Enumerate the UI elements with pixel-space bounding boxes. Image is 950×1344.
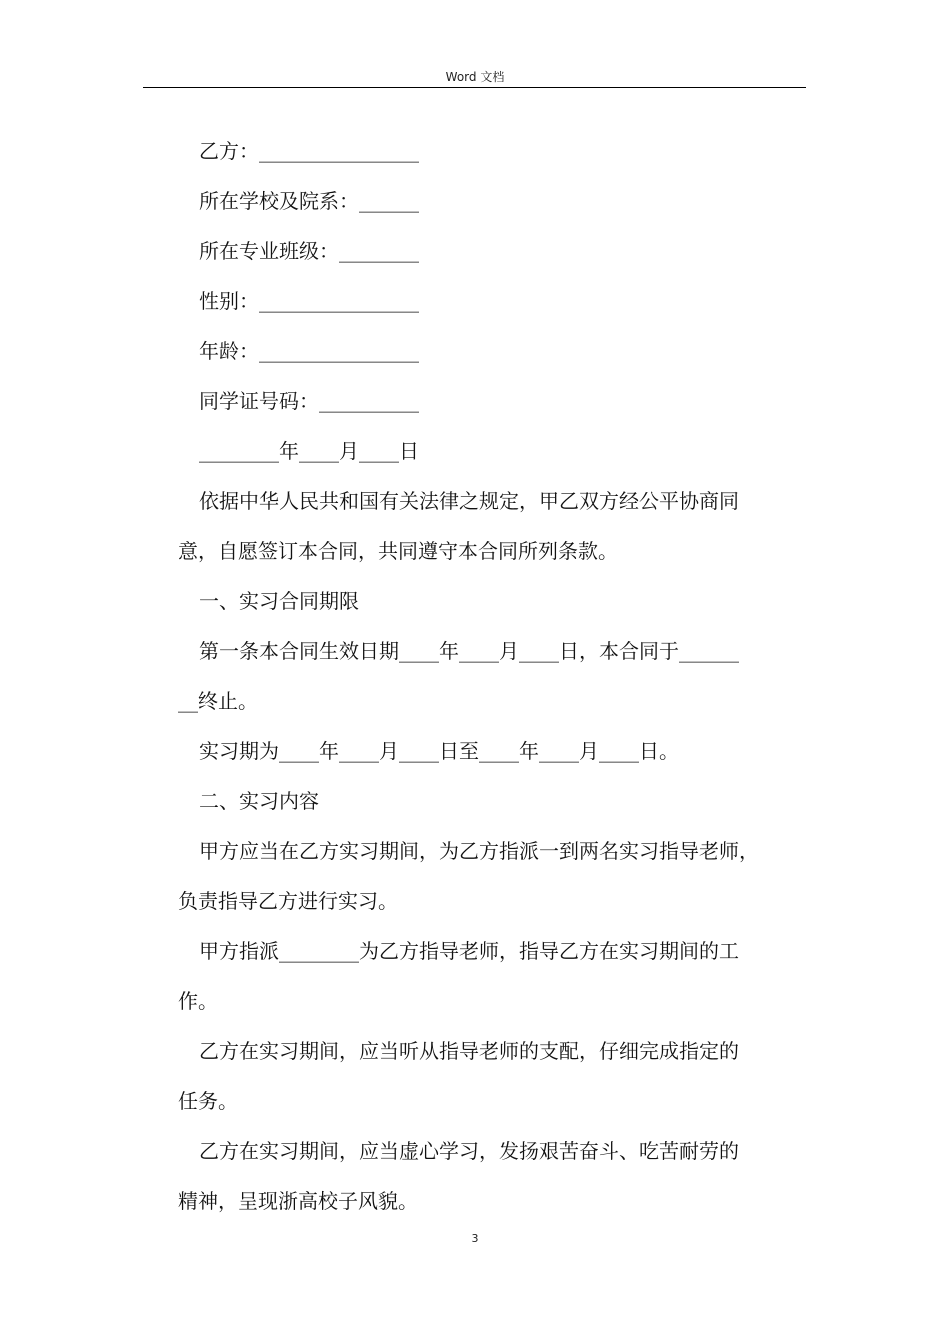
content-para-3-line-2: 任务。 xyxy=(178,1089,238,1113)
internship-period-line: 实习期为____年____月____日至____年____月____日。 xyxy=(199,739,679,763)
header-title: Word 文档 xyxy=(445,70,505,84)
content-para-1-line-2: 负责指导乙方进行实习。 xyxy=(178,889,398,913)
school-department-line: 所在学校及院系：______ xyxy=(199,189,419,213)
section-2-heading: 二、实习内容 xyxy=(199,789,319,813)
age-line: 年龄：________________ xyxy=(199,339,419,363)
party-b-line: 乙方：________________ xyxy=(199,139,419,163)
date-line: ________年____月____日 xyxy=(199,439,419,463)
content-para-1-line-1: 甲方应当在乙方实习期间，为乙方指派一到两名实习指导老师， xyxy=(199,839,759,863)
content-para-4-line-2: 精神，呈现浙高校子风貌。 xyxy=(178,1189,418,1213)
content-para-3-line-1: 乙方在实习期间，应当听从指导老师的支配，仔细完成指定的 xyxy=(199,1039,739,1063)
gender-line: 性别：________________ xyxy=(199,289,419,313)
preamble-line-1: 依据中华人民共和国有关法律之规定，甲乙双方经公平协商同 xyxy=(199,489,739,513)
content-para-2-line-2: 作。 xyxy=(178,989,218,1013)
major-class-line: 所在专业班级：________ xyxy=(199,239,419,263)
student-id-line: 同学证号码：__________ xyxy=(199,389,419,413)
section-1-heading: 一、实习合同期限 xyxy=(199,589,359,613)
article-1-line-2: __终止。 xyxy=(178,689,258,713)
document-body xyxy=(178,126,804,1226)
content-para-2-line-1: 甲方指派________为乙方指导老师，指导乙方在实习期间的工 xyxy=(199,939,739,963)
page-number: 3 xyxy=(471,1232,479,1245)
content-para-4-line-1: 乙方在实习期间，应当虚心学习，发扬艰苦奋斗、吃苦耐劳的 xyxy=(199,1139,739,1163)
preamble-line-2: 意，自愿签订本合同，共同遵守本合同所列条款。 xyxy=(178,539,618,563)
article-1-line-1: 第一条本合同生效日期____年____月____日，本合同于______ xyxy=(199,639,739,663)
header-divider xyxy=(143,87,806,88)
